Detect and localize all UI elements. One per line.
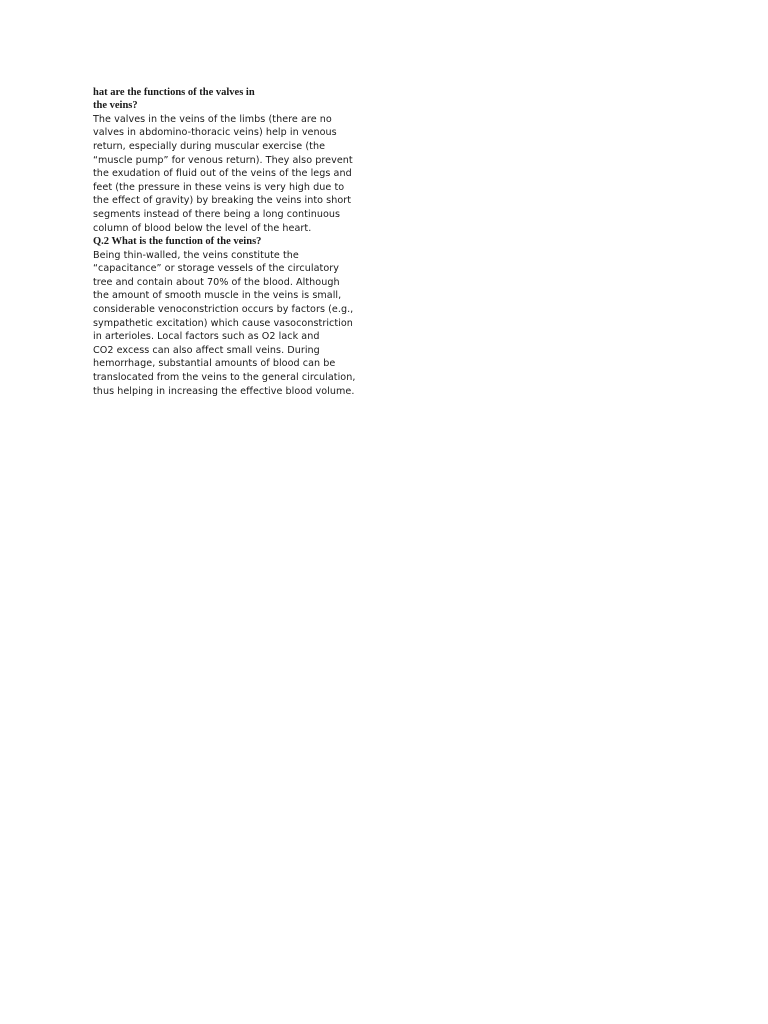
paragraph-line: valves in abdomino-thoracic veins) help in venous xyxy=(93,127,337,139)
paragraph-line: thus helping in increasing the effective blood volume. xyxy=(93,385,355,397)
paragraph-line: feet (the pressure in these veins is very high due to xyxy=(93,181,345,193)
paragraph-line: translocated from the veins to the general circulation, xyxy=(93,371,356,383)
paragraph-line: tree and contain about 70% of the blood. Although xyxy=(93,276,340,288)
paragraph-line: Being thin-walled, the veins constitute the xyxy=(93,249,299,261)
paragraph-line: considerable venoconstriction occurs by factors (e.g., xyxy=(93,303,354,315)
paragraph-line: the exudation of fluid out of the veins of the legs and xyxy=(93,168,352,180)
section2-heading: Q.2 What is the function of the veins? xyxy=(93,236,262,248)
section2-paragraph xyxy=(93,249,393,399)
paragraph-line: The valves in the veins of the limbs (there are no xyxy=(93,113,332,125)
section1-paragraph xyxy=(93,113,393,235)
paragraph-line: sympathetic excitation) which cause vasoconstriction xyxy=(93,317,353,329)
paragraph-line: return, especially during muscular exercise (the xyxy=(93,141,326,152)
section1-heading xyxy=(93,86,393,113)
paragraph-line: “muscle pump” for venous return). They also prevent xyxy=(93,154,353,166)
paragraph-line: “capacitance” or storage vessels of the circulatory xyxy=(93,263,339,275)
heading-line: the veins? xyxy=(93,100,138,112)
paragraph-line: segments instead of there being a long continuous xyxy=(93,208,341,220)
paragraph-line: the effect of gravity) by breaking the veins into short xyxy=(93,195,352,207)
paragraph-line: the amount of smooth muscle in the veins is small, xyxy=(93,290,342,302)
paragraph-line: in arterioles. Local factors such as O2 lack and xyxy=(93,331,320,343)
paragraph-line: CO2 excess can also affect small veins. During xyxy=(93,344,320,356)
paragraph-line: hemorrhage, substantial amounts of blood can be xyxy=(93,358,336,370)
heading-line: hat are the functions of the valves in xyxy=(93,87,255,98)
paragraph-line: column of blood below the level of the heart. xyxy=(93,222,312,234)
text-column xyxy=(93,86,393,398)
